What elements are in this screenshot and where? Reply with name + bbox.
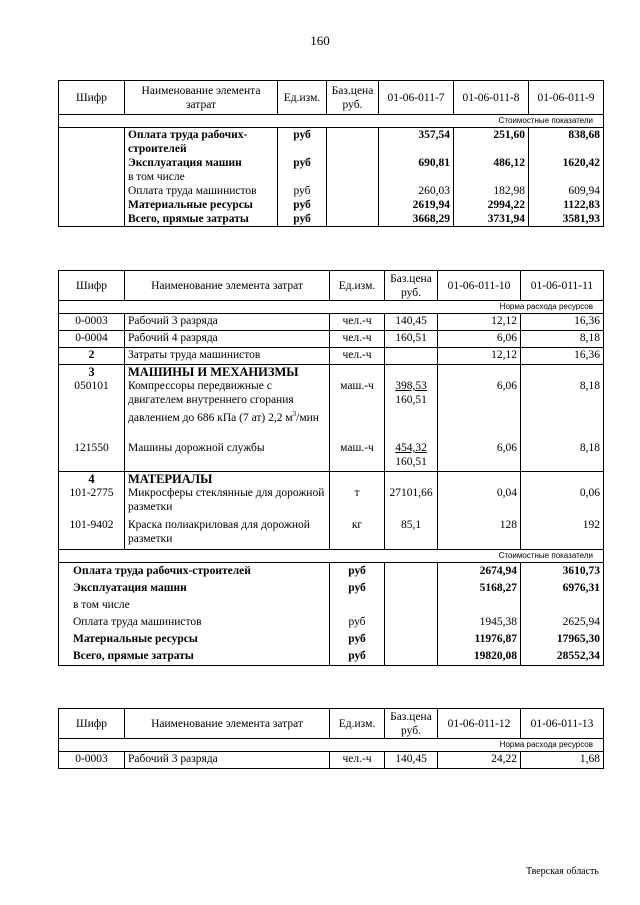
resource-table-3 <box>58 708 604 769</box>
section-note-row <box>59 301 604 314</box>
row-unit: руб <box>330 580 385 597</box>
price-bottom: 160,51 <box>395 394 427 406</box>
row-value: 8,18 <box>521 379 604 441</box>
row-price: 27101,66 <box>385 486 438 518</box>
row-unit: маш.-ч <box>330 441 385 471</box>
table-row <box>59 518 604 550</box>
col-name-header: Наименование элемента затрат <box>125 271 330 301</box>
row-price: 140,45 <box>385 314 438 331</box>
row-name-text: Компрессоры передвижные с двигателем внутреннего сгорания давлением до 686 кПа (7 ат) 2,2 $м^3$/мин <box>128 380 319 424</box>
row-price <box>385 441 438 471</box>
row-value: 609,94 <box>529 184 604 198</box>
section-code: 4 <box>59 471 125 486</box>
row-value: 12,12 <box>438 348 521 365</box>
row-code: 0-0003 <box>59 752 125 769</box>
row-value: 8,18 <box>521 331 604 348</box>
row-name: Рабочий 3 разряда <box>125 314 330 331</box>
price-bottom: 160,51 <box>395 456 427 468</box>
row-unit: руб <box>278 212 327 227</box>
row-value: 3731,94 <box>454 212 529 227</box>
section-title: МАШИНЫ И МЕХАНИЗМЫ <box>125 365 330 380</box>
table-row <box>59 614 604 631</box>
row-value: 6,06 <box>438 379 521 441</box>
table-row <box>59 563 604 581</box>
row-price: 85,1 <box>385 518 438 550</box>
row-value: 0,06 <box>521 486 604 518</box>
row-unit: руб <box>330 648 385 666</box>
table-row <box>59 198 604 212</box>
col-code-header: Шифр <box>59 271 125 301</box>
table-row <box>59 156 604 170</box>
col-rate-header: 01-06-011-8 <box>454 81 529 115</box>
row-value: 838,68 <box>529 128 604 157</box>
table-header-row <box>59 81 604 115</box>
price-top: 454,32 <box>395 442 427 454</box>
resource-table-2 <box>58 270 604 666</box>
price-top: 398,53 <box>395 380 427 392</box>
row-price: 160,51 <box>385 331 438 348</box>
row-value: 3581,93 <box>529 212 604 227</box>
row-unit: руб <box>278 156 327 170</box>
row-value: 2625,94 <box>521 614 604 631</box>
row-price: 140,45 <box>385 752 438 769</box>
resource-norm-label: Норма расхода ресурсов <box>59 301 604 314</box>
resource-norm-label: Норма расхода ресурсов <box>59 739 604 752</box>
row-value: 486,12 <box>454 156 529 170</box>
row-name: Машины дорожной службы <box>125 441 330 471</box>
row-name: Оплата труда машинистов <box>59 614 330 631</box>
table-row <box>59 212 604 227</box>
col-rate-header: 01-06-011-7 <box>379 81 454 115</box>
row-name: Оплата труда рабочих-строителей <box>125 128 278 157</box>
table-row <box>59 128 604 157</box>
row-value: 8,18 <box>521 441 604 471</box>
row-value: 357,54 <box>379 128 454 157</box>
row-value: 260,03 <box>379 184 454 198</box>
section-note-row <box>59 550 604 563</box>
col-rate-header: 01-06-011-12 <box>438 709 521 739</box>
row-value: 3668,29 <box>379 212 454 227</box>
row-name: Материальные ресурсы <box>59 631 330 648</box>
row-value: 11976,87 <box>438 631 521 648</box>
row-value: 19820,08 <box>438 648 521 666</box>
row-name: Всего, прямые затраты <box>59 648 330 666</box>
table-header-row <box>59 271 604 301</box>
row-value: 17965,30 <box>521 631 604 648</box>
row-name: Затраты труда машинистов <box>125 348 330 365</box>
table-row <box>59 752 604 769</box>
col-rate-header: 01-06-011-10 <box>438 271 521 301</box>
section-title: МАТЕРИАЛЫ <box>125 471 330 486</box>
col-unit-header: Ед.изм. <box>330 709 385 739</box>
row-name: Рабочий 4 разряда <box>125 331 330 348</box>
row-value: 1,68 <box>521 752 604 769</box>
row-name: Материальные ресурсы <box>125 198 278 212</box>
row-unit: руб <box>330 631 385 648</box>
cost-indicators-label: Стоимостные показатели <box>59 550 604 563</box>
row-name: Рабочий 3 разряда <box>125 752 330 769</box>
row-unit: чел.-ч <box>330 348 385 365</box>
row-code: 2 <box>59 348 125 365</box>
row-value: 3610,73 <box>521 563 604 581</box>
row-value: 690,81 <box>379 156 454 170</box>
row-unit: кг <box>330 518 385 550</box>
row-value: 16,36 <box>521 314 604 331</box>
col-unit-header: Ед.изм. <box>330 271 385 301</box>
col-price-header: Баз.цена руб. <box>327 81 379 115</box>
row-code: 050101 <box>59 379 125 441</box>
row-code: 0-0004 <box>59 331 125 348</box>
row-unit: т <box>330 486 385 518</box>
row-value: 5168,27 <box>438 580 521 597</box>
col-code-header: Шифр <box>59 709 125 739</box>
table-row <box>59 580 604 597</box>
table-row <box>59 184 604 198</box>
row-code: 121550 <box>59 441 125 471</box>
row-value: 24,22 <box>438 752 521 769</box>
row-unit: руб <box>278 184 327 198</box>
row-value: 0,04 <box>438 486 521 518</box>
row-code: 0-0003 <box>59 314 125 331</box>
row-value: 6,06 <box>438 441 521 471</box>
row-unit: руб <box>330 614 385 631</box>
col-unit-header: Ед.изм. <box>278 81 327 115</box>
row-value: 1122,83 <box>529 198 604 212</box>
section-code: 3 <box>59 365 125 380</box>
cost-indicators-label: Стоимостные показатели <box>59 115 604 128</box>
row-price <box>385 379 438 441</box>
section-note-row <box>59 739 604 752</box>
row-value: 12,12 <box>438 314 521 331</box>
row-value: 2674,94 <box>438 563 521 581</box>
row-name: Эксплуатация машин <box>59 580 330 597</box>
table-row <box>59 597 604 614</box>
row-name: Оплата труда рабочих-строителей <box>59 563 330 581</box>
row-unit: руб <box>278 128 327 157</box>
col-code-header: Шифр <box>59 81 125 115</box>
row-value: 1945,38 <box>438 614 521 631</box>
col-rate-header: 01-06-011-9 <box>529 81 604 115</box>
table-row <box>59 170 604 184</box>
row-value: 2619,94 <box>379 198 454 212</box>
row-value: 6976,31 <box>521 580 604 597</box>
col-rate-header: 01-06-011-11 <box>521 271 604 301</box>
table-row <box>59 631 604 648</box>
row-value: 6,06 <box>438 331 521 348</box>
row-value: 182,98 <box>454 184 529 198</box>
table-header-row <box>59 709 604 739</box>
table-row <box>59 648 604 666</box>
table-row <box>59 486 604 518</box>
row-value: 128 <box>438 518 521 550</box>
row-name: Эксплуатация машин <box>125 156 278 170</box>
row-name: Оплата труда машинистов <box>125 184 278 198</box>
cost-table-1 <box>58 80 604 227</box>
region-footer: Тверская область <box>525 866 599 877</box>
row-code: 101-2775 <box>59 486 125 518</box>
row-unit: маш.-ч <box>330 379 385 441</box>
row-unit: чел.-ч <box>330 314 385 331</box>
row-unit: чел.-ч <box>330 752 385 769</box>
row-value: 1620,42 <box>529 156 604 170</box>
col-price-header: Баз.цена руб. <box>385 709 438 739</box>
row-name: в том числе <box>59 597 330 614</box>
col-price-header: Баз.цена руб. <box>385 271 438 301</box>
row-name: Микросферы стеклянные для дорожной разметки <box>125 486 330 518</box>
col-name-header: Наименование элемента затрат <box>125 709 330 739</box>
row-name: Краска полиакриловая для дорожной разметки <box>125 518 330 550</box>
col-rate-header: 01-06-011-13 <box>521 709 604 739</box>
table-row <box>59 441 604 471</box>
row-value: 251,60 <box>454 128 529 157</box>
row-name: Всего, прямые затраты <box>125 212 278 227</box>
col-name-header: Наименование элемента затрат <box>125 81 278 115</box>
row-name <box>125 379 330 441</box>
row-value: 16,36 <box>521 348 604 365</box>
row-code: 101-9402 <box>59 518 125 550</box>
row-name: в том числе <box>125 170 278 184</box>
row-unit: руб <box>278 198 327 212</box>
row-unit: руб <box>330 563 385 581</box>
table-row <box>59 331 604 348</box>
section-note-row <box>59 115 604 128</box>
row-value: 28552,34 <box>521 648 604 666</box>
row-unit: чел.-ч <box>330 331 385 348</box>
section-row <box>59 471 604 486</box>
row-value: 192 <box>521 518 604 550</box>
row-value: 2994,22 <box>454 198 529 212</box>
table-row <box>59 379 604 441</box>
table-row <box>59 348 604 365</box>
page-number: 160 <box>310 33 330 48</box>
table-row <box>59 314 604 331</box>
section-row <box>59 365 604 380</box>
